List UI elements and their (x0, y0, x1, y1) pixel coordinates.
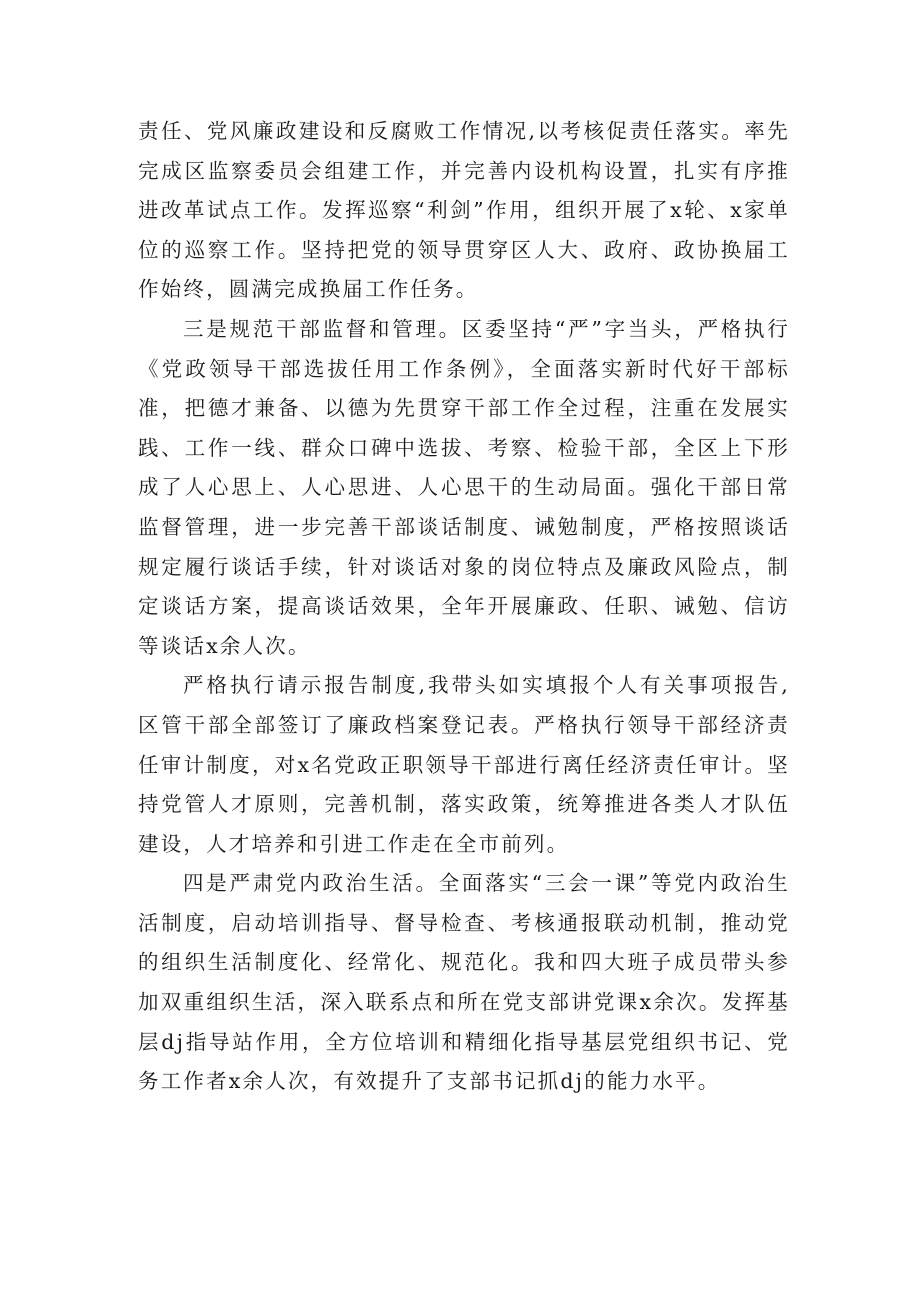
document-body (138, 112, 790, 1102)
paragraph-cadre-supervision: 三是规范干部监督和管理。区委坚持“严”字当头，严格执行《党政领导干部选拔任用工作条例》，全面落实新时代好干部标准，把德才兼备、以德为先贯穿干部工作全过程，注重在发展实践、工作一线、群众口碑中选拔、考察、检验干部，全区上下形成了人心思上、人心思进、人心思干的生动局面。强化干部日常监督管理，进一步完善干部谈话制度、诫勉制度，严格按照谈话规定履行谈话手续，针对谈话对象的岗位特点及廉政风险点，制定谈话方案，提高谈话效果，全年开展廉政、任职、诫勉、信访等谈话x余人次。 (138, 316, 790, 658)
paragraph-reporting-system: 严格执行请示报告制度,我带头如实填报个人有关事项报告,区管干部全部签订了廉政档案登记表。严格执行领导干部经济责任审计制度，对x名党政正职领导干部进行离任经济责任审计。坚持党管人才原则，完善机制，落实政策，统筹推进各类人才队伍建设，人才培养和引进工作走在全市前列。 (138, 673, 790, 856)
paragraph-party-political-life: 四是严肃党内政治生活。全面落实“三会一课”等党内政治生活制度，启动培训指导、督导检查、考核通报联动机制，推动党的组织生活制度化、经常化、规范化。我和四大班子成员带头参加双重组织生活，深入联系点和所在党支部讲党课x余次。发挥基层dj指导站作用，全方位培训和精细化指导基层党组织书记、党务工作者x余人次，有效提升了支部书记抓dj的能力水平。 (138, 871, 790, 1094)
paragraph-responsibility-continuation: 责任、党风廉政建设和反腐败工作情况,以考核促责任落实。率先完成区监察委员会组建工作，并完善内设机构设置，扎实有序推进改革试点工作。发挥巡察“利剑”作用，组织开展了x轮、x家单位的巡察工作。坚持把党的领导贯穿区人大、政府、政协换届工作始终，圆满完成换届工作任务。 (138, 119, 790, 302)
